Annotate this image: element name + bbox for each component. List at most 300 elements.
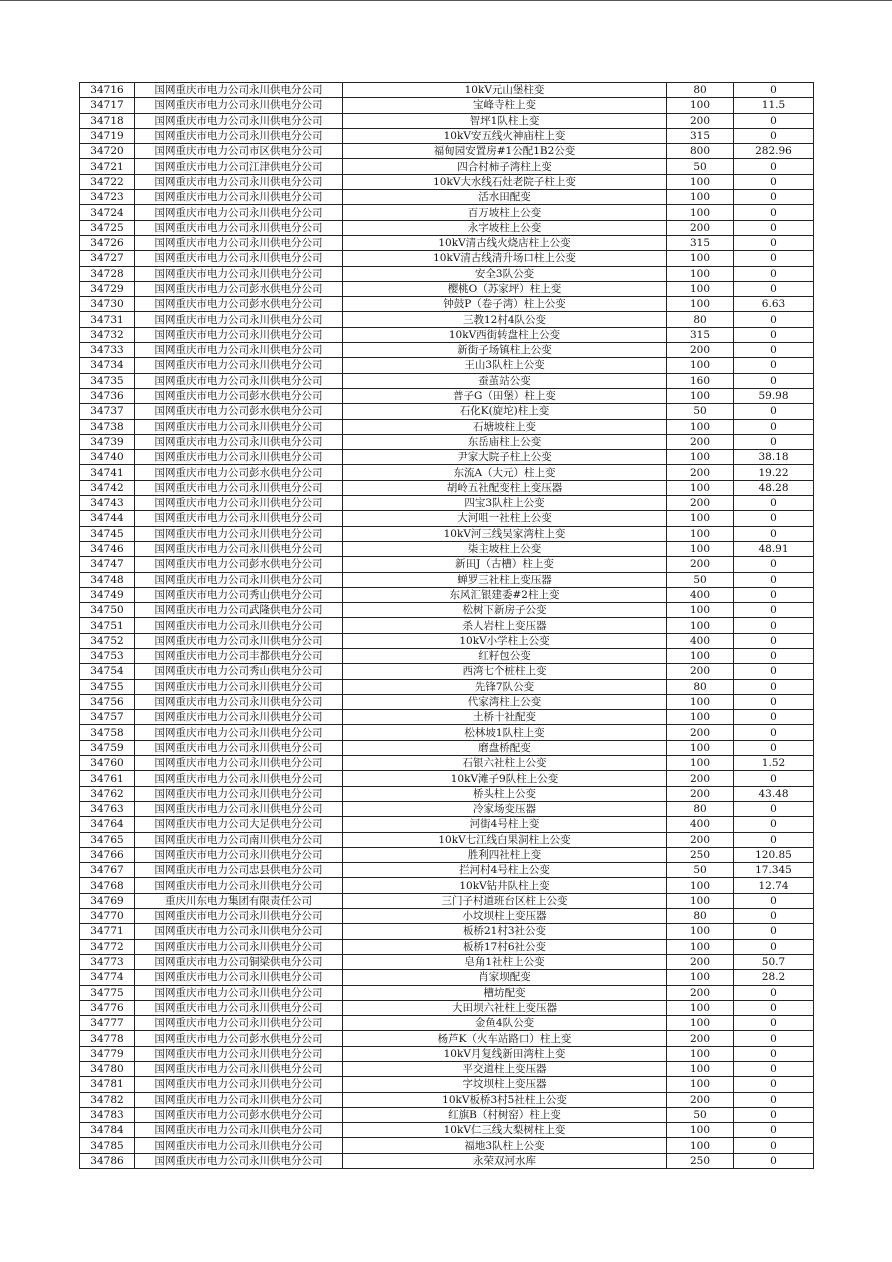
table-row [80,220,814,235]
capacity-cell: 50 [667,572,734,587]
transformer-name-cell: 板桥21村3社公变 [343,924,667,939]
transformer-name-cell: 智坪1队柱上变 [343,113,667,128]
transformer-name-cell: 10kV大水线石灶老院子柱上变 [343,174,667,189]
record-id-cell: 34716 [80,83,135,98]
transformer-name-cell: 10kV滩子9队柱上公变 [343,771,667,786]
capacity-cell: 100 [667,1000,734,1015]
record-id-cell: 34737 [80,404,135,419]
value-cell: 0 [734,985,814,1000]
table-row [80,266,814,281]
capacity-cell: 100 [667,878,734,893]
transformer-name-cell: 字坟坝柱上变压器 [343,1077,667,1092]
company-cell: 国网重庆市电力公司永川供电分公司 [135,174,343,189]
table-row [80,985,814,1000]
transformer-name-cell: 平交道柱上变压器 [343,1062,667,1077]
record-id-cell: 34775 [80,985,135,1000]
capacity-cell: 100 [667,1046,734,1061]
capacity-cell: 100 [667,1123,734,1138]
company-cell: 国网重庆市电力公司永川供电分公司 [135,128,343,143]
record-id-cell: 34786 [80,1153,135,1168]
transformer-name-cell: 冷家场变压器 [343,801,667,816]
company-cell: 重庆川东电力集团有限责任公司 [135,893,343,908]
value-cell: 6.63 [734,297,814,312]
table-row [80,190,814,205]
record-id-cell: 34761 [80,771,135,786]
record-id-cell: 34776 [80,1000,135,1015]
table-row [80,83,814,98]
record-id-cell: 34757 [80,710,135,725]
value-cell: 0 [734,679,814,694]
table-row [80,144,814,159]
value-cell: 120.85 [734,847,814,862]
table-row [80,847,814,862]
capacity-cell: 200 [667,434,734,449]
record-id-cell: 34725 [80,220,135,235]
transformer-name-cell: 三教12村4队公变 [343,312,667,327]
value-cell: 0 [734,312,814,327]
table-row [80,863,814,878]
transformer-name-cell: 胡岭五社配变柱上变压器 [343,480,667,495]
transformer-name-cell: 西湾七个桩柱上变 [343,664,667,679]
value-cell: 282.96 [734,144,814,159]
company-cell: 国网重庆市电力公司彭水供电分公司 [135,281,343,296]
transformer-name-cell: 10kV钻井队柱上变 [343,878,667,893]
value-cell: 0 [734,434,814,449]
capacity-cell: 100 [667,266,734,281]
record-id-cell: 34732 [80,327,135,342]
table-row [80,1153,814,1168]
record-id-cell: 34785 [80,1138,135,1153]
transformer-name-cell: 拦河村4号柱上公变 [343,863,667,878]
record-id-cell: 34762 [80,786,135,801]
record-id-cell: 34726 [80,235,135,250]
transformer-name-cell: 三门子村道班台区柱上公变 [343,893,667,908]
value-cell: 0 [734,1092,814,1107]
transformer-name-cell: 10kV清古线火烧店柱上公变 [343,235,667,250]
value-cell: 0 [734,419,814,434]
value-cell: 50.7 [734,954,814,969]
record-id-cell: 34723 [80,190,135,205]
capacity-cell: 200 [667,557,734,572]
value-cell: 0 [734,1138,814,1153]
capacity-cell: 200 [667,113,734,128]
capacity-cell: 100 [667,648,734,663]
company-cell: 国网重庆市电力公司永川供电分公司 [135,756,343,771]
transformer-name-cell: 柒主坡柱上公变 [343,541,667,556]
transformer-name-cell: 杨芦K（火车站路口）柱上变 [343,1031,667,1046]
capacity-cell: 100 [667,603,734,618]
company-cell: 国网重庆市电力公司永川供电分公司 [135,633,343,648]
table-row [80,128,814,143]
table-row [80,235,814,250]
company-cell: 国网重庆市电力公司永川供电分公司 [135,970,343,985]
company-cell: 国网重庆市电力公司彭水供电分公司 [135,388,343,403]
company-cell: 国网重庆市电力公司永川供电分公司 [135,83,343,98]
table-row [80,343,814,358]
value-cell: 0 [734,281,814,296]
company-cell: 国网重庆市电力公司永川供电分公司 [135,909,343,924]
value-cell: 0 [734,893,814,908]
company-cell: 国网重庆市电力公司永川供电分公司 [135,235,343,250]
company-cell: 国网重庆市电力公司永川供电分公司 [135,710,343,725]
company-cell: 国网重庆市电力公司永川供电分公司 [135,251,343,266]
company-cell: 国网重庆市电力公司永川供电分公司 [135,343,343,358]
value-cell: 0 [734,801,814,816]
table-row [80,1016,814,1031]
transformer-name-cell: 百万坡柱上公变 [343,205,667,220]
company-cell: 国网重庆市电力公司永川供电分公司 [135,725,343,740]
company-cell: 国网重庆市电力公司永川供电分公司 [135,878,343,893]
value-cell: 0 [734,939,814,954]
record-id-cell: 34717 [80,98,135,113]
table-row [80,541,814,556]
capacity-cell: 100 [667,541,734,556]
capacity-cell: 100 [667,939,734,954]
record-id-cell: 34728 [80,266,135,281]
record-id-cell: 34779 [80,1046,135,1061]
transformer-name-cell: 板桥17村6社公变 [343,939,667,954]
transformer-name-cell: 红旗B（村树窑）柱上变 [343,1107,667,1122]
company-cell: 国网重庆市电力公司永川供电分公司 [135,985,343,1000]
transformer-name-cell: 永荣双河水库 [343,1153,667,1168]
transformer-name-cell: 10kV仁三线大梨树柱上变 [343,1123,667,1138]
record-id-cell: 34738 [80,419,135,434]
table-row [80,572,814,587]
value-cell: 0 [734,618,814,633]
company-cell: 国网重庆市电力公司永川供电分公司 [135,113,343,128]
table-row [80,725,814,740]
transformer-name-cell: 大河咀一社柱上公变 [343,511,667,526]
value-cell: 0 [734,909,814,924]
company-cell: 国网重庆市电力公司永川供电分公司 [135,786,343,801]
record-id-cell: 34721 [80,159,135,174]
table-row [80,358,814,373]
table-row [80,480,814,495]
capacity-cell: 315 [667,128,734,143]
capacity-cell: 315 [667,327,734,342]
capacity-cell: 100 [667,740,734,755]
record-id-cell: 34741 [80,465,135,480]
value-cell: 48.91 [734,541,814,556]
capacity-cell: 100 [667,1062,734,1077]
capacity-cell: 50 [667,404,734,419]
value-cell: 11.5 [734,98,814,113]
transformer-name-cell: 王山3队柱上公变 [343,358,667,373]
transformer-name-cell: 磨盘桥配变 [343,740,667,755]
company-cell: 国网重庆市电力公司永川供电分公司 [135,1138,343,1153]
capacity-cell: 100 [667,419,734,434]
company-cell: 国网重庆市电力公司永川供电分公司 [135,694,343,709]
company-cell: 国网重庆市电力公司永川供电分公司 [135,98,343,113]
table-row [80,205,814,220]
value-cell: 0 [734,725,814,740]
company-cell: 国网重庆市电力公司大足供电分公司 [135,817,343,832]
table-row [80,388,814,403]
transformer-name-cell: 蝉罗三社柱上变压器 [343,572,667,587]
transformer-name-cell: 钟鼓P（卷子湾）柱上公变 [343,297,667,312]
table-row [80,756,814,771]
table-body [80,83,814,1169]
value-cell: 0 [734,526,814,541]
value-cell: 0 [734,740,814,755]
record-id-cell: 34735 [80,373,135,388]
table-row [80,174,814,189]
record-id-cell: 34756 [80,694,135,709]
capacity-cell: 315 [667,235,734,250]
record-id-cell: 34751 [80,618,135,633]
capacity-cell: 200 [667,954,734,969]
company-cell: 国网重庆市电力公司永川供电分公司 [135,740,343,755]
record-id-cell: 34736 [80,388,135,403]
capacity-cell: 200 [667,496,734,511]
company-cell: 国网重庆市电力公司永川供电分公司 [135,572,343,587]
capacity-cell: 100 [667,924,734,939]
table-row [80,587,814,602]
value-cell: 38.18 [734,450,814,465]
company-cell: 国网重庆市电力公司永川供电分公司 [135,924,343,939]
company-cell: 国网重庆市电力公司永川供电分公司 [135,266,343,281]
transformer-name-cell: 松树下新房子公变 [343,603,667,618]
capacity-cell: 50 [667,1107,734,1122]
record-id-cell: 34730 [80,297,135,312]
record-id-cell: 34733 [80,343,135,358]
capacity-cell: 100 [667,388,734,403]
transformer-name-cell: 石化K(旋坨)柱上变 [343,404,667,419]
table-row [80,1077,814,1092]
company-cell: 国网重庆市电力公司秀山供电分公司 [135,664,343,679]
value-cell: 0 [734,817,814,832]
record-id-cell: 34770 [80,909,135,924]
capacity-cell: 100 [667,526,734,541]
transformer-name-cell: 东岳庙柱上公变 [343,434,667,449]
capacity-cell: 200 [667,985,734,1000]
transformer-name-cell: 先锋7队公变 [343,679,667,694]
capacity-cell: 100 [667,205,734,220]
record-id-cell: 34782 [80,1092,135,1107]
value-cell: 0 [734,664,814,679]
record-id-cell: 34759 [80,740,135,755]
table-row [80,1000,814,1015]
value-cell: 0 [734,251,814,266]
company-cell: 国网重庆市电力公司永川供电分公司 [135,847,343,862]
value-cell: 0 [734,404,814,419]
transformer-name-cell: 代家湾柱上公变 [343,694,667,709]
table-row [80,878,814,893]
value-cell: 0 [734,572,814,587]
company-cell: 国网重庆市电力公司永川供电分公司 [135,1046,343,1061]
transformer-table [79,82,814,1169]
table-row [80,832,814,847]
company-cell: 国网重庆市电力公司永川供电分公司 [135,312,343,327]
value-cell: 0 [734,633,814,648]
company-cell: 国网重庆市电力公司永川供电分公司 [135,1077,343,1092]
transformer-name-cell: 土桥十社配变 [343,710,667,725]
record-id-cell: 34742 [80,480,135,495]
capacity-cell: 200 [667,832,734,847]
company-cell: 国网重庆市电力公司永川供电分公司 [135,373,343,388]
transformer-name-cell: 河街4号柱上变 [343,817,667,832]
table-row [80,113,814,128]
value-cell: 0 [734,190,814,205]
company-cell: 国网重庆市电力公司永川供电分公司 [135,801,343,816]
value-cell: 0 [734,557,814,572]
value-cell: 0 [734,771,814,786]
record-id-cell: 34781 [80,1077,135,1092]
transformer-name-cell: 10kV七江线白果洞柱上公变 [343,832,667,847]
value-cell: 0 [734,128,814,143]
value-cell: 0 [734,373,814,388]
record-id-cell: 34753 [80,648,135,663]
record-id-cell: 34718 [80,113,135,128]
company-cell: 国网重庆市电力公司永川供电分公司 [135,679,343,694]
table-row [80,1138,814,1153]
capacity-cell: 250 [667,847,734,862]
company-cell: 国网重庆市电力公司江津供电分公司 [135,159,343,174]
value-cell: 0 [734,603,814,618]
value-cell: 0 [734,205,814,220]
capacity-cell: 200 [667,220,734,235]
company-cell: 国网重庆市电力公司永川供电分公司 [135,526,343,541]
table-row [80,664,814,679]
record-id-cell: 34763 [80,801,135,816]
table-row [80,924,814,939]
table-row [80,939,814,954]
capacity-cell: 250 [667,1153,734,1168]
record-id-cell: 34747 [80,557,135,572]
record-id-cell: 34767 [80,863,135,878]
company-cell: 国网重庆市电力公司永川供电分公司 [135,358,343,373]
company-cell: 国网重庆市电力公司永川供电分公司 [135,618,343,633]
capacity-cell: 160 [667,373,734,388]
value-cell: 0 [734,511,814,526]
value-cell: 0 [734,358,814,373]
transformer-name-cell: 皂角1社柱上公变 [343,954,667,969]
transformer-name-cell: 金鱼4队公变 [343,1016,667,1031]
capacity-cell: 200 [667,771,734,786]
table-row [80,786,814,801]
value-cell: 0 [734,710,814,725]
record-id-cell: 34773 [80,954,135,969]
value-cell: 0 [734,587,814,602]
table-row [80,618,814,633]
capacity-cell: 100 [667,480,734,495]
company-cell: 国网重庆市电力公司永川供电分公司 [135,511,343,526]
transformer-name-cell: 杀人岩柱上变压器 [343,618,667,633]
table-row [80,373,814,388]
transformer-name-cell: 10kV元山堡柱变 [343,83,667,98]
value-cell: 0 [734,1031,814,1046]
transformer-name-cell: 东风汇银建委#2柱上变 [343,587,667,602]
capacity-cell: 200 [667,1031,734,1046]
table-row [80,496,814,511]
table-row [80,679,814,694]
capacity-cell: 100 [667,710,734,725]
record-id-cell: 34746 [80,541,135,556]
value-cell: 0 [734,832,814,847]
table-row [80,801,814,816]
capacity-cell: 400 [667,633,734,648]
record-id-cell: 34729 [80,281,135,296]
company-cell: 国网重庆市电力公司武隆供电分公司 [135,603,343,618]
capacity-cell: 200 [667,343,734,358]
value-cell: 0 [734,1062,814,1077]
company-cell: 国网重庆市电力公司永川供电分公司 [135,419,343,434]
table-row [80,603,814,618]
company-cell: 国网重庆市电力公司忠县供电分公司 [135,863,343,878]
value-cell: 17.345 [734,863,814,878]
table-row [80,327,814,342]
record-id-cell: 34722 [80,174,135,189]
company-cell: 国网重庆市电力公司永川供电分公司 [135,327,343,342]
record-id-cell: 34734 [80,358,135,373]
record-id-cell: 34752 [80,633,135,648]
table-row [80,434,814,449]
capacity-cell: 50 [667,159,734,174]
capacity-cell: 100 [667,358,734,373]
value-cell: 0 [734,1046,814,1061]
capacity-cell: 100 [667,970,734,985]
capacity-cell: 200 [667,465,734,480]
record-id-cell: 34748 [80,572,135,587]
table-row [80,404,814,419]
record-id-cell: 34739 [80,434,135,449]
value-cell: 43.48 [734,786,814,801]
company-cell: 国网重庆市电力公司市区供电分公司 [135,144,343,159]
value-cell: 0 [734,83,814,98]
table-row [80,1107,814,1122]
transformer-name-cell: 宝峰寺柱上变 [343,98,667,113]
table-row [80,817,814,832]
record-id-cell: 34724 [80,205,135,220]
transformer-name-cell: 桥头柱上公变 [343,786,667,801]
record-id-cell: 34778 [80,1031,135,1046]
value-cell: 59.98 [734,388,814,403]
table-row [80,98,814,113]
company-cell: 国网重庆市电力公司永川供电分公司 [135,1000,343,1015]
company-cell: 国网重庆市电力公司永川供电分公司 [135,190,343,205]
record-id-cell: 34754 [80,664,135,679]
table-row [80,970,814,985]
table-row [80,909,814,924]
record-id-cell: 34755 [80,679,135,694]
value-cell: 48.28 [734,480,814,495]
capacity-cell: 100 [667,694,734,709]
record-id-cell: 34768 [80,878,135,893]
capacity-cell: 80 [667,679,734,694]
table-row [80,526,814,541]
table-row [80,297,814,312]
capacity-cell: 200 [667,664,734,679]
capacity-cell: 50 [667,863,734,878]
company-cell: 国网重庆市电力公司永川供电分公司 [135,1062,343,1077]
company-cell: 国网重庆市电力公司南川供电分公司 [135,832,343,847]
transformer-name-cell: 福甸园安置房#1公配1B2公变 [343,144,667,159]
capacity-cell: 80 [667,801,734,816]
capacity-cell: 80 [667,909,734,924]
capacity-cell: 200 [667,725,734,740]
company-cell: 国网重庆市电力公司彭水供电分公司 [135,465,343,480]
record-id-cell: 34719 [80,128,135,143]
value-cell: 0 [734,159,814,174]
capacity-cell: 400 [667,817,734,832]
record-id-cell: 34740 [80,450,135,465]
record-id-cell: 34749 [80,587,135,602]
transformer-name-cell: 安全3队公变 [343,266,667,281]
transformer-name-cell: 肖家坝配变 [343,970,667,985]
capacity-cell: 400 [667,587,734,602]
company-cell: 国网重庆市电力公司彭水供电分公司 [135,1031,343,1046]
capacity-cell: 100 [667,251,734,266]
